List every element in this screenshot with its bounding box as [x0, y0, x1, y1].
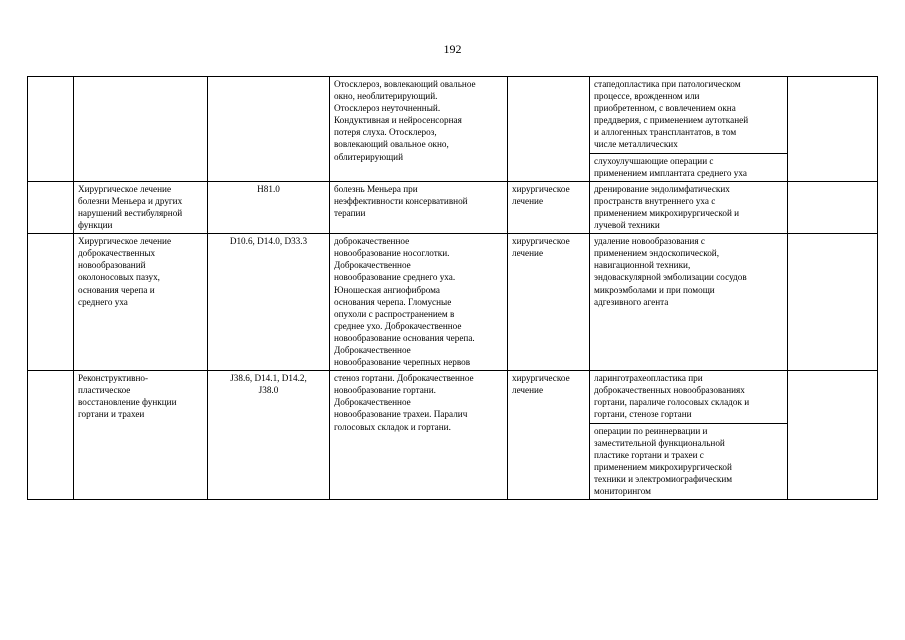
- cell-text-line: Отосклероз, вовлекающий овальное: [334, 79, 476, 89]
- cell-text-line: гортани и трахеи: [78, 409, 145, 420]
- cell-text-line: Хирургическое лечение: [78, 183, 172, 194]
- cell-text-line: болезни Меньера и других: [78, 195, 183, 206]
- norm-cell: [788, 234, 878, 371]
- cell-text-line: новообразований: [78, 260, 146, 271]
- cell-text-line: Доброкачественное: [334, 260, 411, 271]
- cell-text-line: окно, необлитерирующий.: [334, 91, 438, 102]
- cell-text-line: хирургическое: [512, 183, 570, 194]
- cell-text-line: лечение: [512, 195, 544, 206]
- profile-name-cell: [74, 371, 208, 500]
- cell-text-line: терапии: [334, 207, 366, 218]
- cell-text-line: гортани, стенозе гортани: [594, 409, 692, 420]
- cell-text-line: среднее ухо. Доброкачественное: [334, 320, 462, 331]
- cell-text-line: J38.6, D14.1, D14.2,: [230, 373, 307, 384]
- treatment-method-cell: [590, 234, 788, 371]
- cell-text-line: доброкачественных новообразованиях: [594, 385, 745, 396]
- cell-text-line: приобретенном, с вовлечением окна: [594, 103, 736, 114]
- norm-cell: [788, 181, 878, 233]
- cell-text-line: новообразование черепных нервов: [334, 357, 471, 368]
- cell-text-line: потеря слуха. Отосклероз,: [334, 127, 437, 138]
- cell-text-line: мониторингом: [594, 486, 651, 496]
- cell-text-line: голосовых складок и гортани.: [334, 421, 451, 432]
- treatment-method-cell: [590, 423, 788, 500]
- cell-text-line: применением микрохирургической: [594, 461, 732, 472]
- cell-text-line: болезнь Меньера при: [334, 183, 418, 194]
- cell-text-line: микроэмболами и при помощи: [594, 284, 715, 295]
- cell-text-line: стеноз гортани. Доброкачественное: [334, 373, 474, 384]
- cell-text-line: удаление новообразования с: [594, 236, 705, 247]
- icd-codes-cell: [208, 371, 330, 500]
- icd-codes-cell: [208, 181, 330, 233]
- cell-text-line: вовлекающий овальное окно,: [334, 139, 449, 150]
- patient-model-cell: [330, 181, 508, 233]
- cell-text-line: среднего уха: [78, 296, 128, 307]
- profile-name-cell: [74, 181, 208, 233]
- norm-cell: [788, 77, 878, 182]
- cell-text-line: пластике гортани и трахеи с: [594, 449, 704, 460]
- norm-cell: [788, 371, 878, 500]
- cell-text-line: D10.6, D14.0, D33.3: [229, 236, 308, 247]
- cell-text-line: ларинготрахеопластика при: [594, 373, 703, 384]
- treatment-method-cell: [590, 371, 788, 423]
- cell-text-line: применением эндоскопической,: [594, 248, 720, 259]
- cell-text-line: основания черепа и: [78, 284, 155, 295]
- cell-text-line: лечение: [512, 385, 544, 396]
- cell-text-line: числе металлических: [594, 139, 678, 150]
- cell-text-line: хирургическое: [512, 236, 570, 247]
- cell-text-line: Доброкачественное: [334, 397, 411, 408]
- treatment-method-cell: [590, 153, 788, 181]
- cell-text-line: и аллогенных трансплантатов, в том: [594, 127, 737, 138]
- treatment-type-cell: [508, 371, 590, 500]
- cell-text-line: операции по реиннервации и: [594, 425, 708, 436]
- cell-text-line: восстановление функции: [78, 397, 177, 408]
- cell-text-line: применением микрохирургической и: [594, 207, 740, 218]
- cell-text-line: околоносовых пазух,: [78, 272, 160, 283]
- medical-care-table: [27, 76, 878, 500]
- profile-name-cell: [74, 234, 208, 371]
- cell-text-line: хирургическое: [512, 373, 570, 384]
- cell-text-line: лучевой техники: [594, 220, 660, 231]
- page-number: 192: [443, 42, 462, 56]
- cell-text-line: техники и электромиографическим: [594, 473, 733, 484]
- cell-text-line: Хирургическое лечение: [78, 236, 172, 247]
- cell-text-line: процессе, врожденном или: [594, 91, 700, 102]
- cell-text-line: Доброкачественное: [334, 344, 411, 355]
- cell-text-line: облитерирующий: [334, 151, 403, 162]
- cell-text-line: слухоулучшающие операции с: [594, 155, 714, 166]
- cell-text-line: заместительной функциональной: [594, 437, 725, 448]
- cell-text-line: стапедопластика при патологическом: [594, 79, 741, 89]
- cell-text-line: Кондуктивная и нейросенсорная: [334, 115, 462, 126]
- cell-text-line: новообразование трахеи. Паралич: [334, 409, 468, 420]
- index-cell: [28, 181, 74, 233]
- treatment-method-cell: [590, 181, 788, 233]
- cell-text-line: пластическое: [78, 385, 131, 396]
- patient-model-cell: [330, 77, 508, 182]
- cell-text-line: H81.0: [257, 183, 280, 194]
- treatment-method-cell: [590, 77, 788, 154]
- icd-codes-cell: [208, 77, 330, 182]
- cell-text-line: лечение: [512, 248, 544, 259]
- cell-text-line: Реконструктивно-: [78, 373, 149, 384]
- cell-text-line: адгезивного агента: [594, 296, 669, 307]
- table-row: [28, 77, 878, 154]
- cell-text-line: функции: [78, 220, 113, 231]
- cell-text-line: опухоли с распространением в: [334, 308, 455, 319]
- icd-codes-cell: [208, 234, 330, 371]
- table-row: [28, 181, 878, 233]
- cell-text-line: пространств внутреннего уха с: [594, 195, 716, 206]
- profile-name-cell: [74, 77, 208, 182]
- cell-text-line: новообразование носоглотки.: [334, 248, 450, 259]
- table-row: [28, 234, 878, 371]
- cell-text-line: дренирование эндолимфатических: [594, 183, 730, 194]
- table-row: [28, 371, 878, 423]
- cell-text-line: навигационной техники,: [594, 260, 691, 271]
- cell-text-line: преддверия, с применением аутотканей: [594, 115, 749, 126]
- cell-text-line: новообразование среднего уха.: [334, 272, 456, 283]
- cell-text-line: доброкачественных: [78, 248, 156, 259]
- cell-text-line: гортани, параличе голосовых складок и: [594, 397, 750, 408]
- cell-text-line: Юношеская ангиофиброма: [334, 284, 440, 295]
- treatment-type-cell: [508, 234, 590, 371]
- index-cell: [28, 234, 74, 371]
- cell-text-line: Отосклероз неуточненный.: [334, 103, 441, 114]
- cell-text-line: новообразование гортани.: [334, 385, 436, 396]
- cell-text-line: неэффективности консервативной: [334, 195, 468, 206]
- cell-text-line: применением имплантата среднего уха: [594, 167, 747, 178]
- cell-text-line: доброкачественное: [334, 236, 410, 247]
- index-cell: [28, 371, 74, 500]
- cell-text-line: J38.0: [258, 385, 279, 396]
- treatment-type-cell: [508, 77, 590, 182]
- cell-text-line: эндоваскулярной эмболизации сосудов: [594, 272, 747, 283]
- patient-model-cell: [330, 371, 508, 500]
- cell-text-line: нарушений вестибулярной: [78, 207, 183, 218]
- index-cell: [28, 77, 74, 182]
- cell-text-line: новообразование основания черепа.: [334, 332, 475, 343]
- patient-model-cell: [330, 234, 508, 371]
- treatment-type-cell: [508, 181, 590, 233]
- cell-text-line: основания черепа. Гломусные: [334, 296, 452, 307]
